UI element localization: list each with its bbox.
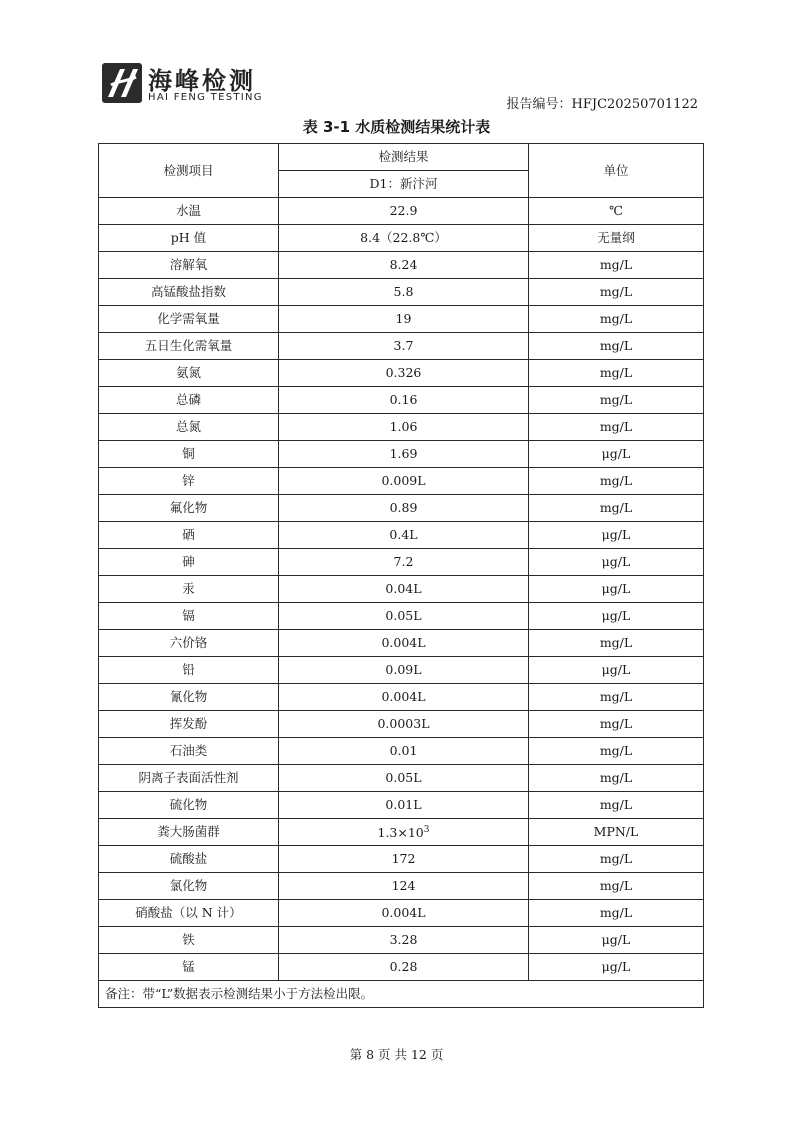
cell-unit: μg/L — [529, 603, 704, 630]
cell-item: 氰化物 — [99, 684, 279, 711]
cell-value: 22.9 — [279, 198, 529, 225]
cell-item: 铜 — [99, 441, 279, 468]
table-row — [99, 738, 704, 765]
cell-item: 高锰酸盐指数 — [99, 279, 279, 306]
cell-value: 3.7 — [279, 333, 529, 360]
cell-item: 氨氮 — [99, 360, 279, 387]
table-row — [99, 954, 704, 981]
header-item: 检测项目 — [99, 144, 279, 198]
haifeng-logo-icon — [102, 63, 142, 103]
cell-unit: mg/L — [529, 846, 704, 873]
cell-unit: mg/L — [529, 279, 704, 306]
table-row — [99, 873, 704, 900]
cell-value-exponent: 3 — [423, 825, 430, 836]
cell-unit: MPN/L — [529, 819, 704, 846]
cell-item: 溶解氧 — [99, 252, 279, 279]
cell-value: 0.009L — [279, 468, 529, 495]
table-header-row — [99, 144, 704, 171]
cell-value: 0.28 — [279, 954, 529, 981]
cell-value: 172 — [279, 846, 529, 873]
cell-item: 氯化物 — [99, 873, 279, 900]
cell-unit: mg/L — [529, 387, 704, 414]
header-unit: 单位 — [529, 144, 704, 198]
table-row — [99, 414, 704, 441]
page-number: 第 8 页 共 12 页 — [349, 1047, 444, 1062]
cell-unit: μg/L — [529, 657, 704, 684]
cell-value: 0.01L — [279, 792, 529, 819]
table-row — [99, 846, 704, 873]
cell-unit: mg/L — [529, 306, 704, 333]
header-site: D1：新汴河 — [279, 171, 529, 198]
cell-item: 六价铬 — [99, 630, 279, 657]
table-row — [99, 792, 704, 819]
cell-item: 砷 — [99, 549, 279, 576]
table-row — [99, 306, 704, 333]
cell-item: 汞 — [99, 576, 279, 603]
cell-unit: μg/L — [529, 954, 704, 981]
cell-unit: μg/L — [529, 576, 704, 603]
cell-unit: mg/L — [529, 792, 704, 819]
table-row — [99, 198, 704, 225]
cell-item: 粪大肠菌群 — [99, 819, 279, 846]
cell-unit: mg/L — [529, 765, 704, 792]
cell-value: 0.89 — [279, 495, 529, 522]
cell-unit: mg/L — [529, 630, 704, 657]
cell-unit: μg/L — [529, 927, 704, 954]
table-title: 表 3-1 水质检测结果统计表 — [302, 118, 491, 136]
cell-unit: mg/L — [529, 468, 704, 495]
cell-unit: mg/L — [529, 873, 704, 900]
cell-item: 锌 — [99, 468, 279, 495]
cell-unit: mg/L — [529, 495, 704, 522]
table-row — [99, 630, 704, 657]
cell-item: 铁 — [99, 927, 279, 954]
table-row — [99, 684, 704, 711]
cell-item: 水温 — [99, 198, 279, 225]
cell-unit: μg/L — [529, 522, 704, 549]
water-quality-table — [98, 143, 704, 1008]
cell-unit: mg/L — [529, 252, 704, 279]
cell-item: 硫化物 — [99, 792, 279, 819]
cell-item: 总磷 — [99, 387, 279, 414]
cell-item: 挥发酚 — [99, 711, 279, 738]
cell-item: 锰 — [99, 954, 279, 981]
table-row — [99, 900, 704, 927]
cell-value: 19 — [279, 306, 529, 333]
logo-english-name: HAI FENG TESTING — [148, 92, 263, 103]
cell-item: 硒 — [99, 522, 279, 549]
cell-value — [279, 819, 529, 846]
cell-value: 7.2 — [279, 549, 529, 576]
cell-unit: mg/L — [529, 711, 704, 738]
cell-item: 阴离子表面活性剂 — [99, 765, 279, 792]
cell-unit: μg/L — [529, 549, 704, 576]
cell-unit: 无量纲 — [529, 225, 704, 252]
cell-item: 氟化物 — [99, 495, 279, 522]
cell-value-base: 1.3×10 — [377, 825, 424, 841]
cell-item: pH 值 — [99, 225, 279, 252]
table-row — [99, 711, 704, 738]
cell-item: 石油类 — [99, 738, 279, 765]
table-row — [99, 927, 704, 954]
cell-unit: μg/L — [529, 441, 704, 468]
table-row — [99, 360, 704, 387]
cell-value: 0.4L — [279, 522, 529, 549]
cell-value: 3.28 — [279, 927, 529, 954]
table-row — [99, 765, 704, 792]
table-row — [99, 576, 704, 603]
cell-item: 总氮 — [99, 414, 279, 441]
table-row — [99, 468, 704, 495]
cell-value: 5.8 — [279, 279, 529, 306]
table-row — [99, 495, 704, 522]
header-result: 检测结果 — [279, 144, 529, 171]
cell-value: 0.004L — [279, 684, 529, 711]
cell-unit: mg/L — [529, 684, 704, 711]
cell-value: 0.05L — [279, 603, 529, 630]
cell-item: 化学需氧量 — [99, 306, 279, 333]
table-row — [99, 225, 704, 252]
cell-unit: mg/L — [529, 900, 704, 927]
table-row — [99, 657, 704, 684]
cell-unit: mg/L — [529, 414, 704, 441]
cell-item: 五日生化需氧量 — [99, 333, 279, 360]
cell-value: 0.05L — [279, 765, 529, 792]
cell-value: 0.04L — [279, 576, 529, 603]
table-note: 备注：带“L”数据表示检测结果小于方法检出限。 — [99, 981, 704, 1008]
table-row — [99, 522, 704, 549]
table-row — [99, 333, 704, 360]
cell-value: 0.004L — [279, 900, 529, 927]
cell-value: 8.4（22.8℃） — [279, 225, 529, 252]
cell-value: 1.69 — [279, 441, 529, 468]
cell-value: 8.24 — [279, 252, 529, 279]
cell-value: 1.06 — [279, 414, 529, 441]
cell-item: 硫酸盐 — [99, 846, 279, 873]
cell-value: 0.01 — [279, 738, 529, 765]
cell-value: 0.0003L — [279, 711, 529, 738]
table-row — [99, 441, 704, 468]
cell-value: 0.004L — [279, 630, 529, 657]
table-row — [99, 549, 704, 576]
logo-chinese-name: 海峰检测 — [148, 67, 256, 95]
table-note-row — [99, 981, 704, 1008]
cell-value: 0.16 — [279, 387, 529, 414]
cell-value: 0.09L — [279, 657, 529, 684]
table-row — [99, 387, 704, 414]
table-row — [99, 603, 704, 630]
table-row — [99, 819, 704, 846]
table-row — [99, 252, 704, 279]
cell-unit: mg/L — [529, 360, 704, 387]
cell-value: 124 — [279, 873, 529, 900]
cell-item: 镉 — [99, 603, 279, 630]
cell-item: 铅 — [99, 657, 279, 684]
table-row — [99, 279, 704, 306]
cell-value: 0.326 — [279, 360, 529, 387]
cell-item: 硝酸盐（以 N 计） — [99, 900, 279, 927]
company-logo — [102, 63, 272, 107]
cell-unit: mg/L — [529, 333, 704, 360]
report-number: 报告编号：HFJC20250701122 — [506, 97, 698, 112]
cell-unit: ℃ — [529, 198, 704, 225]
cell-unit: mg/L — [529, 738, 704, 765]
